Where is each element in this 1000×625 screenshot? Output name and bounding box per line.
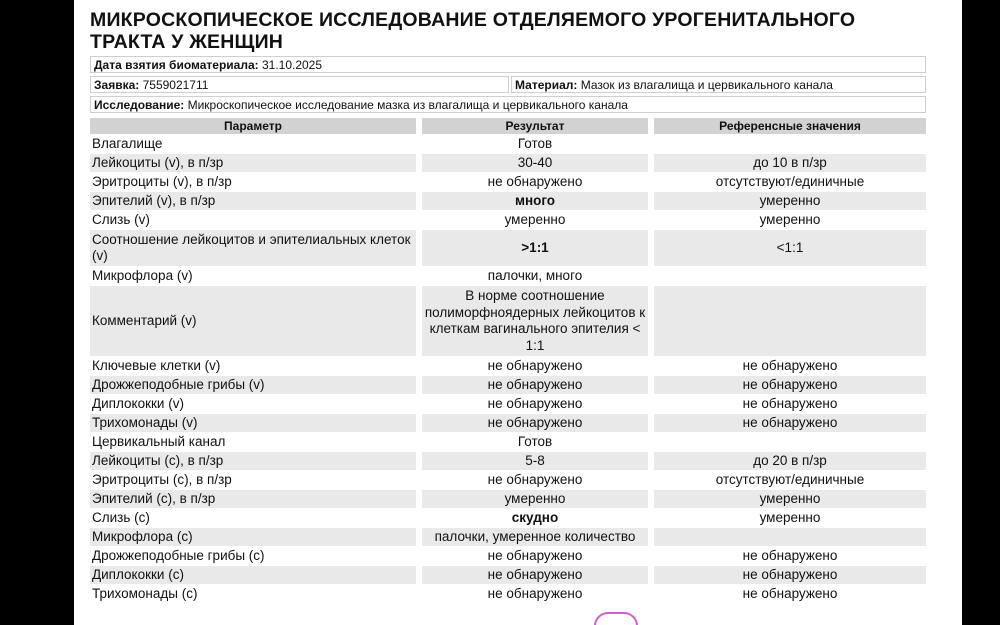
row-parameter: Дрожжеподобные грибы (v): [90, 376, 416, 394]
order-row: [90, 76, 509, 93]
table-row: [90, 173, 926, 191]
study-label: Исследование:: [94, 98, 185, 112]
table-row: [90, 509, 926, 527]
row-parameter: Комментарий (v): [90, 286, 416, 356]
row-reference: умеренно: [759, 211, 821, 227]
row-parameter: Эритроциты (v), в п/зр: [92, 173, 232, 189]
row-reference: до 10 в п/зр: [654, 154, 926, 172]
row-parameter: Влагалище: [92, 135, 163, 151]
table-row: [90, 267, 926, 285]
row-result: 30-40: [422, 154, 648, 172]
row-result: не обнаружено: [487, 585, 583, 601]
row-parameter: Эритроциты (c), в п/зр: [92, 471, 232, 487]
row-result: много: [422, 192, 648, 210]
row-result: не обнаружено: [422, 414, 648, 432]
row-result: умеренно: [422, 490, 648, 508]
row-result: не обнаружено: [422, 566, 648, 584]
study-row: [90, 96, 926, 113]
row-result: Готов: [517, 433, 553, 449]
row-result: умеренно: [504, 211, 566, 227]
row-reference: отсутствуют/единичные: [715, 173, 865, 189]
row-parameter: Эпителий (v), в п/зр: [90, 192, 416, 210]
row-result: >1:1: [422, 230, 648, 266]
row-result: не обнаружено: [487, 395, 583, 411]
table-row: [90, 395, 926, 413]
row-parameter: Лейкоциты (c), в п/зр: [90, 452, 416, 470]
header-reference: Референсные значения: [654, 118, 926, 134]
row-parameter: Микрофлора (c): [90, 528, 416, 546]
report-title: МИКРОСКОПИЧЕСКОЕ ИССЛЕДОВАНИЕ ОТДЕЛЯЕМОГО УРОГЕНИТАЛЬНОГО ТРАКТА У ЖЕНЩИН: [90, 9, 856, 53]
row-reference: не обнаружено: [742, 357, 838, 373]
table-row: [90, 547, 926, 565]
order-value: 7559021711: [142, 78, 209, 92]
row-parameter: Соотношение лейкоцитов и эпителиальных клеток (v): [90, 230, 416, 266]
table-row: [90, 452, 926, 470]
row-result: не обнаружено: [487, 471, 583, 487]
row-parameter: Микрофлора (v): [92, 267, 193, 283]
material-row: [511, 76, 926, 93]
table-header-row: [90, 118, 926, 134]
table-row: [90, 433, 926, 451]
table-row: [90, 414, 926, 432]
row-result: палочки, много: [487, 267, 583, 283]
row-parameter: Дрожжеподобные грибы (c): [92, 547, 265, 563]
row-parameter: Эпителий (c), в п/зр: [90, 490, 416, 508]
sample-date-value: 31.10.2025: [261, 58, 323, 72]
row-result: Готов: [517, 135, 553, 151]
row-reference: [654, 135, 926, 153]
stamp-fragment: [594, 612, 638, 625]
table-row: [90, 286, 926, 356]
row-result: скудно: [511, 509, 559, 525]
results-table: [90, 117, 926, 604]
table-row: [90, 230, 926, 266]
table-row: [90, 528, 926, 546]
table-row: [90, 135, 926, 153]
row-reference: [654, 433, 926, 451]
row-parameter: Ключевые клетки (v): [92, 357, 221, 373]
row-result: не обнаружено: [487, 547, 583, 563]
row-parameter: Слизь (c): [92, 509, 150, 525]
row-reference: не обнаружено: [742, 547, 838, 563]
table-row: [90, 357, 926, 375]
row-reference: <1:1: [654, 230, 926, 266]
header-result: Результат: [422, 118, 648, 134]
row-reference: не обнаружено: [654, 566, 926, 584]
study-value: Микроскопическое исследование мазка из влагалища и цервикального канала: [187, 98, 628, 112]
row-reference: не обнаружено: [742, 395, 838, 411]
table-row: [90, 490, 926, 508]
row-result: палочки, умеренное количество: [422, 528, 648, 546]
sample-date-row: [90, 56, 926, 73]
table-row: [90, 376, 926, 394]
row-reference: [654, 286, 926, 356]
table-row: [90, 154, 926, 172]
row-result: 5-8: [422, 452, 648, 470]
sample-date-label: Дата взятия биоматериала:: [94, 58, 259, 72]
table-row: [90, 566, 926, 584]
table-row: [90, 192, 926, 210]
row-reference: умеренно: [654, 192, 926, 210]
table-row: [90, 585, 926, 603]
table-row: [90, 211, 926, 229]
row-reference: не обнаружено: [742, 585, 838, 601]
row-result: не обнаружено: [422, 376, 648, 394]
row-parameter: Цервикальный канал: [92, 433, 226, 449]
row-parameter: Лейкоциты (v), в п/зр: [90, 154, 416, 172]
row-reference: умеренно: [759, 509, 821, 525]
row-reference: до 20 в п/зр: [654, 452, 926, 470]
row-result: В норме соотношение полиморфноядерных лейкоцитов к клеткам вагинального эпителия < 1:1: [422, 286, 648, 356]
row-reference: не обнаружено: [654, 376, 926, 394]
row-parameter: Диплококки (v): [92, 395, 184, 411]
row-parameter: Трихомонады (c): [92, 585, 198, 601]
row-reference: не обнаружено: [654, 414, 926, 432]
material-value: Мазок из влагалища и цервикального канала: [580, 78, 833, 92]
row-parameter: Диплококки (c): [90, 566, 416, 584]
row-reference: [654, 267, 926, 285]
row-parameter: Слизь (v): [92, 211, 150, 227]
row-parameter: Трихомонады (v): [90, 414, 416, 432]
material-label: Материал:: [515, 78, 578, 92]
table-row: [90, 471, 926, 489]
row-result: не обнаружено: [487, 173, 583, 189]
report-page: [74, 0, 962, 625]
row-result: не обнаружено: [487, 357, 583, 373]
row-reference: [654, 528, 926, 546]
header-parameter: Параметр: [90, 118, 416, 134]
row-reference: отсутствуют/единичные: [715, 471, 865, 487]
order-label: Заявка:: [94, 78, 140, 92]
row-reference: умеренно: [654, 490, 926, 508]
